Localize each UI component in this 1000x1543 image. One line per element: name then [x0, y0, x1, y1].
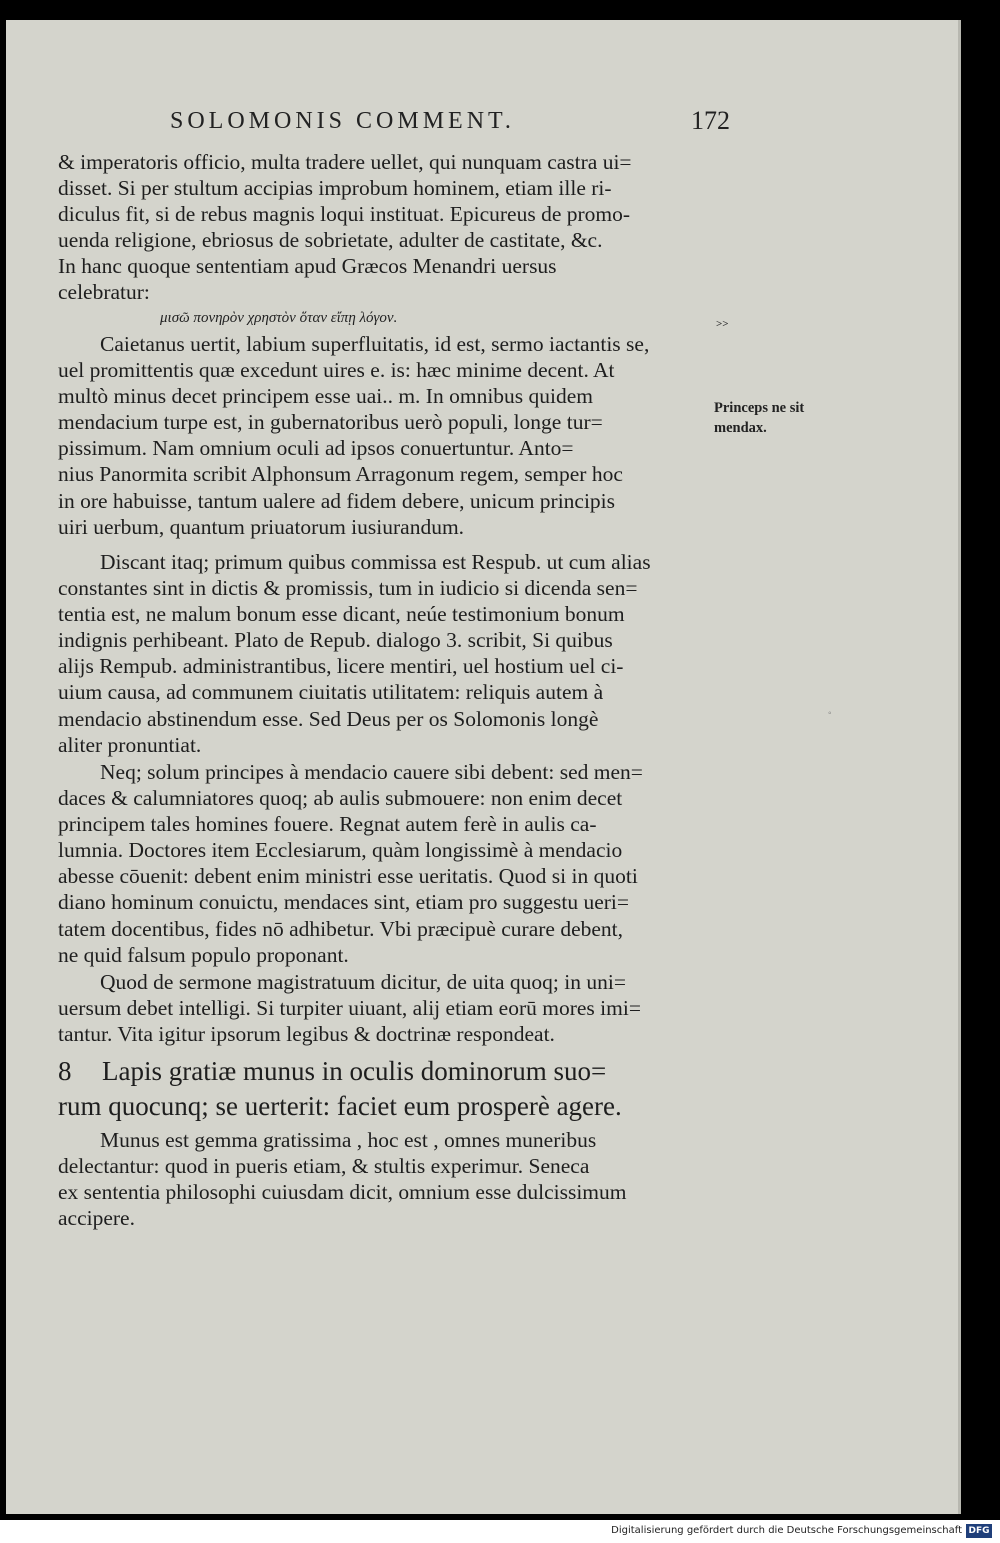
verse-line: rum quocunq; se uerterit: faciet eum prosperè agere. [58, 1091, 622, 1121]
marginal-note-line: mendax. [714, 420, 767, 436]
text-line: uenda religione, ebriosus de sobrietate, adulter de castitate, &c. [58, 228, 603, 253]
ink-spot: ◦ [828, 708, 832, 719]
text-line: indignis perhibeant. Plato de Repub. dialogo 3. scribit, Si quibus [58, 628, 613, 653]
text-line: abesse cōuenit: debent enim ministri esse ueritatis. Quod si in quoti [58, 864, 638, 889]
text-line: uium causa, ad communem ciuitatis utilitatem: reliquis autem à [58, 680, 604, 705]
marginal-note-line: Princeps ne sit [714, 400, 805, 416]
dfg-logo: DFG [966, 1524, 992, 1538]
footer-bar [0, 1520, 1000, 1543]
text-line: ne quid falsum populo proponant. [58, 942, 349, 967]
text-line: mendacio abstinendum esse. Sed Deus per os Solomonis longè [58, 706, 599, 731]
text-line: diano hominum conuictu, mendaces sint, etiam pro suggestu ueri= [58, 890, 630, 915]
text-line: Quod de sermone magistratuum dicitur, de uita quoq; in uni= [100, 970, 626, 994]
text-line: nius Panormita scribit Alphonsum Arragonum regem, semper hoc [58, 462, 623, 487]
text-line: mendacium turpe est, in gubernatoribus uerò populi, longe tur= [58, 410, 603, 435]
text-line: Munus est gemma gratissima , hoc est , omnes muneribus [100, 1128, 597, 1152]
quotation-mark: >> [716, 318, 729, 330]
page-number: 172 [691, 106, 730, 135]
paragraph-5 [58, 969, 704, 1047]
text-line: uel promittentis quæ excedunt uires e. is: hæc minime decent. At [58, 358, 615, 383]
text-line: tentia est, ne malum bonum esse dicant, neúe testimonium bonum [58, 602, 625, 627]
scripture-verse [58, 1054, 704, 1124]
text-line: accipere. [58, 1206, 135, 1231]
text-line: celebratur: [58, 280, 150, 305]
text-line: daces & calumniatores quoq; ab aulis submouere: non enim decet [58, 786, 623, 811]
paragraph-3 [58, 549, 704, 758]
paragraph-2 [58, 331, 704, 540]
text-line: tantur. Vita igitur ipsorum legibus & doctrinæ respondeat. [58, 1022, 555, 1047]
text-line: pissimum. Nam omnium oculi ad ipsos conuertuntur. Anto= [58, 436, 574, 461]
verse-line: Lapis gratiæ munus in oculis dominorum suo= [102, 1056, 607, 1086]
text-line: ex sententia philosophi cuiusdam dicit, omnium esse dulcissimum [58, 1180, 627, 1205]
page-header [170, 108, 730, 142]
paragraph-1 [58, 149, 704, 306]
text-line: aliter pronuntiat. [58, 732, 202, 757]
text-line: uiri uerbum, quantum priuatorum iusiurandum. [58, 514, 465, 539]
text-line: & imperatoris officio, multa tradere uellet, qui nunquam castra ui= [58, 150, 632, 174]
text-line: diculus fit, si de rebus magnis loqui instituat. Epicureus de promo- [58, 202, 631, 227]
text-line: Discant itaq; primum quibus commissa est Respub. ut cum alias [100, 550, 651, 574]
text-line: lumnia. Doctores item Ecclesiarum, quàm longissimè à mendacio [58, 838, 623, 863]
text-line: tatem docentibus, fides nō adhibetur. Vbi præcipuè curare debent, [58, 916, 624, 941]
funding-credit: Digitalisierung gefördert durch die Deutsche Forschungsgemeinschaft [611, 1525, 962, 1536]
text-line: disset. Si per stultum accipias improbum hominem, etiam ille ri- [58, 176, 612, 201]
paragraph-6 [58, 1127, 704, 1231]
text-line: multò minus decet principem esse uai.. m. In omnibus quidem [58, 384, 594, 409]
marginal-note [714, 398, 834, 438]
text-line: in ore habuisse, tantum ualere ad fidem debere, unicum principis [58, 488, 616, 513]
verse-number: 8 [58, 1056, 72, 1086]
running-title: SOLOMONIS COMMENT. [170, 108, 515, 134]
text-line: principem tales homines fouere. Regnat autem ferè in aulis ca- [58, 812, 597, 837]
text-line: Caietanus uertit, labium superfluitatis, id est, sermo iactantis se, [100, 332, 650, 356]
text-line: In hanc quoque sententiam apud Græcos Menandri uersus [58, 254, 557, 279]
paragraph-4 [58, 759, 704, 968]
text-line: uersum debet intelligi. Si turpiter uiuant, alij etiam eorū mores imi= [58, 996, 641, 1021]
text-line: delectantur: quod in pueris etiam, & stultis experimur. Seneca [58, 1154, 590, 1179]
greek-quotation: μισῶ πονηρὸν χρηστὸν ὅταν εἴπῃ λόγον. [160, 310, 398, 326]
text-line: constantes sint in dictis & promissis, tum in iudicio si dicenda sen= [58, 576, 638, 601]
text-line: Neq; solum principes à mendacio cauere sibi debent: sed men= [100, 760, 643, 784]
text-line: alijs Rempub. administrantibus, licere mentiri, uel hostium uel ci- [58, 654, 624, 679]
